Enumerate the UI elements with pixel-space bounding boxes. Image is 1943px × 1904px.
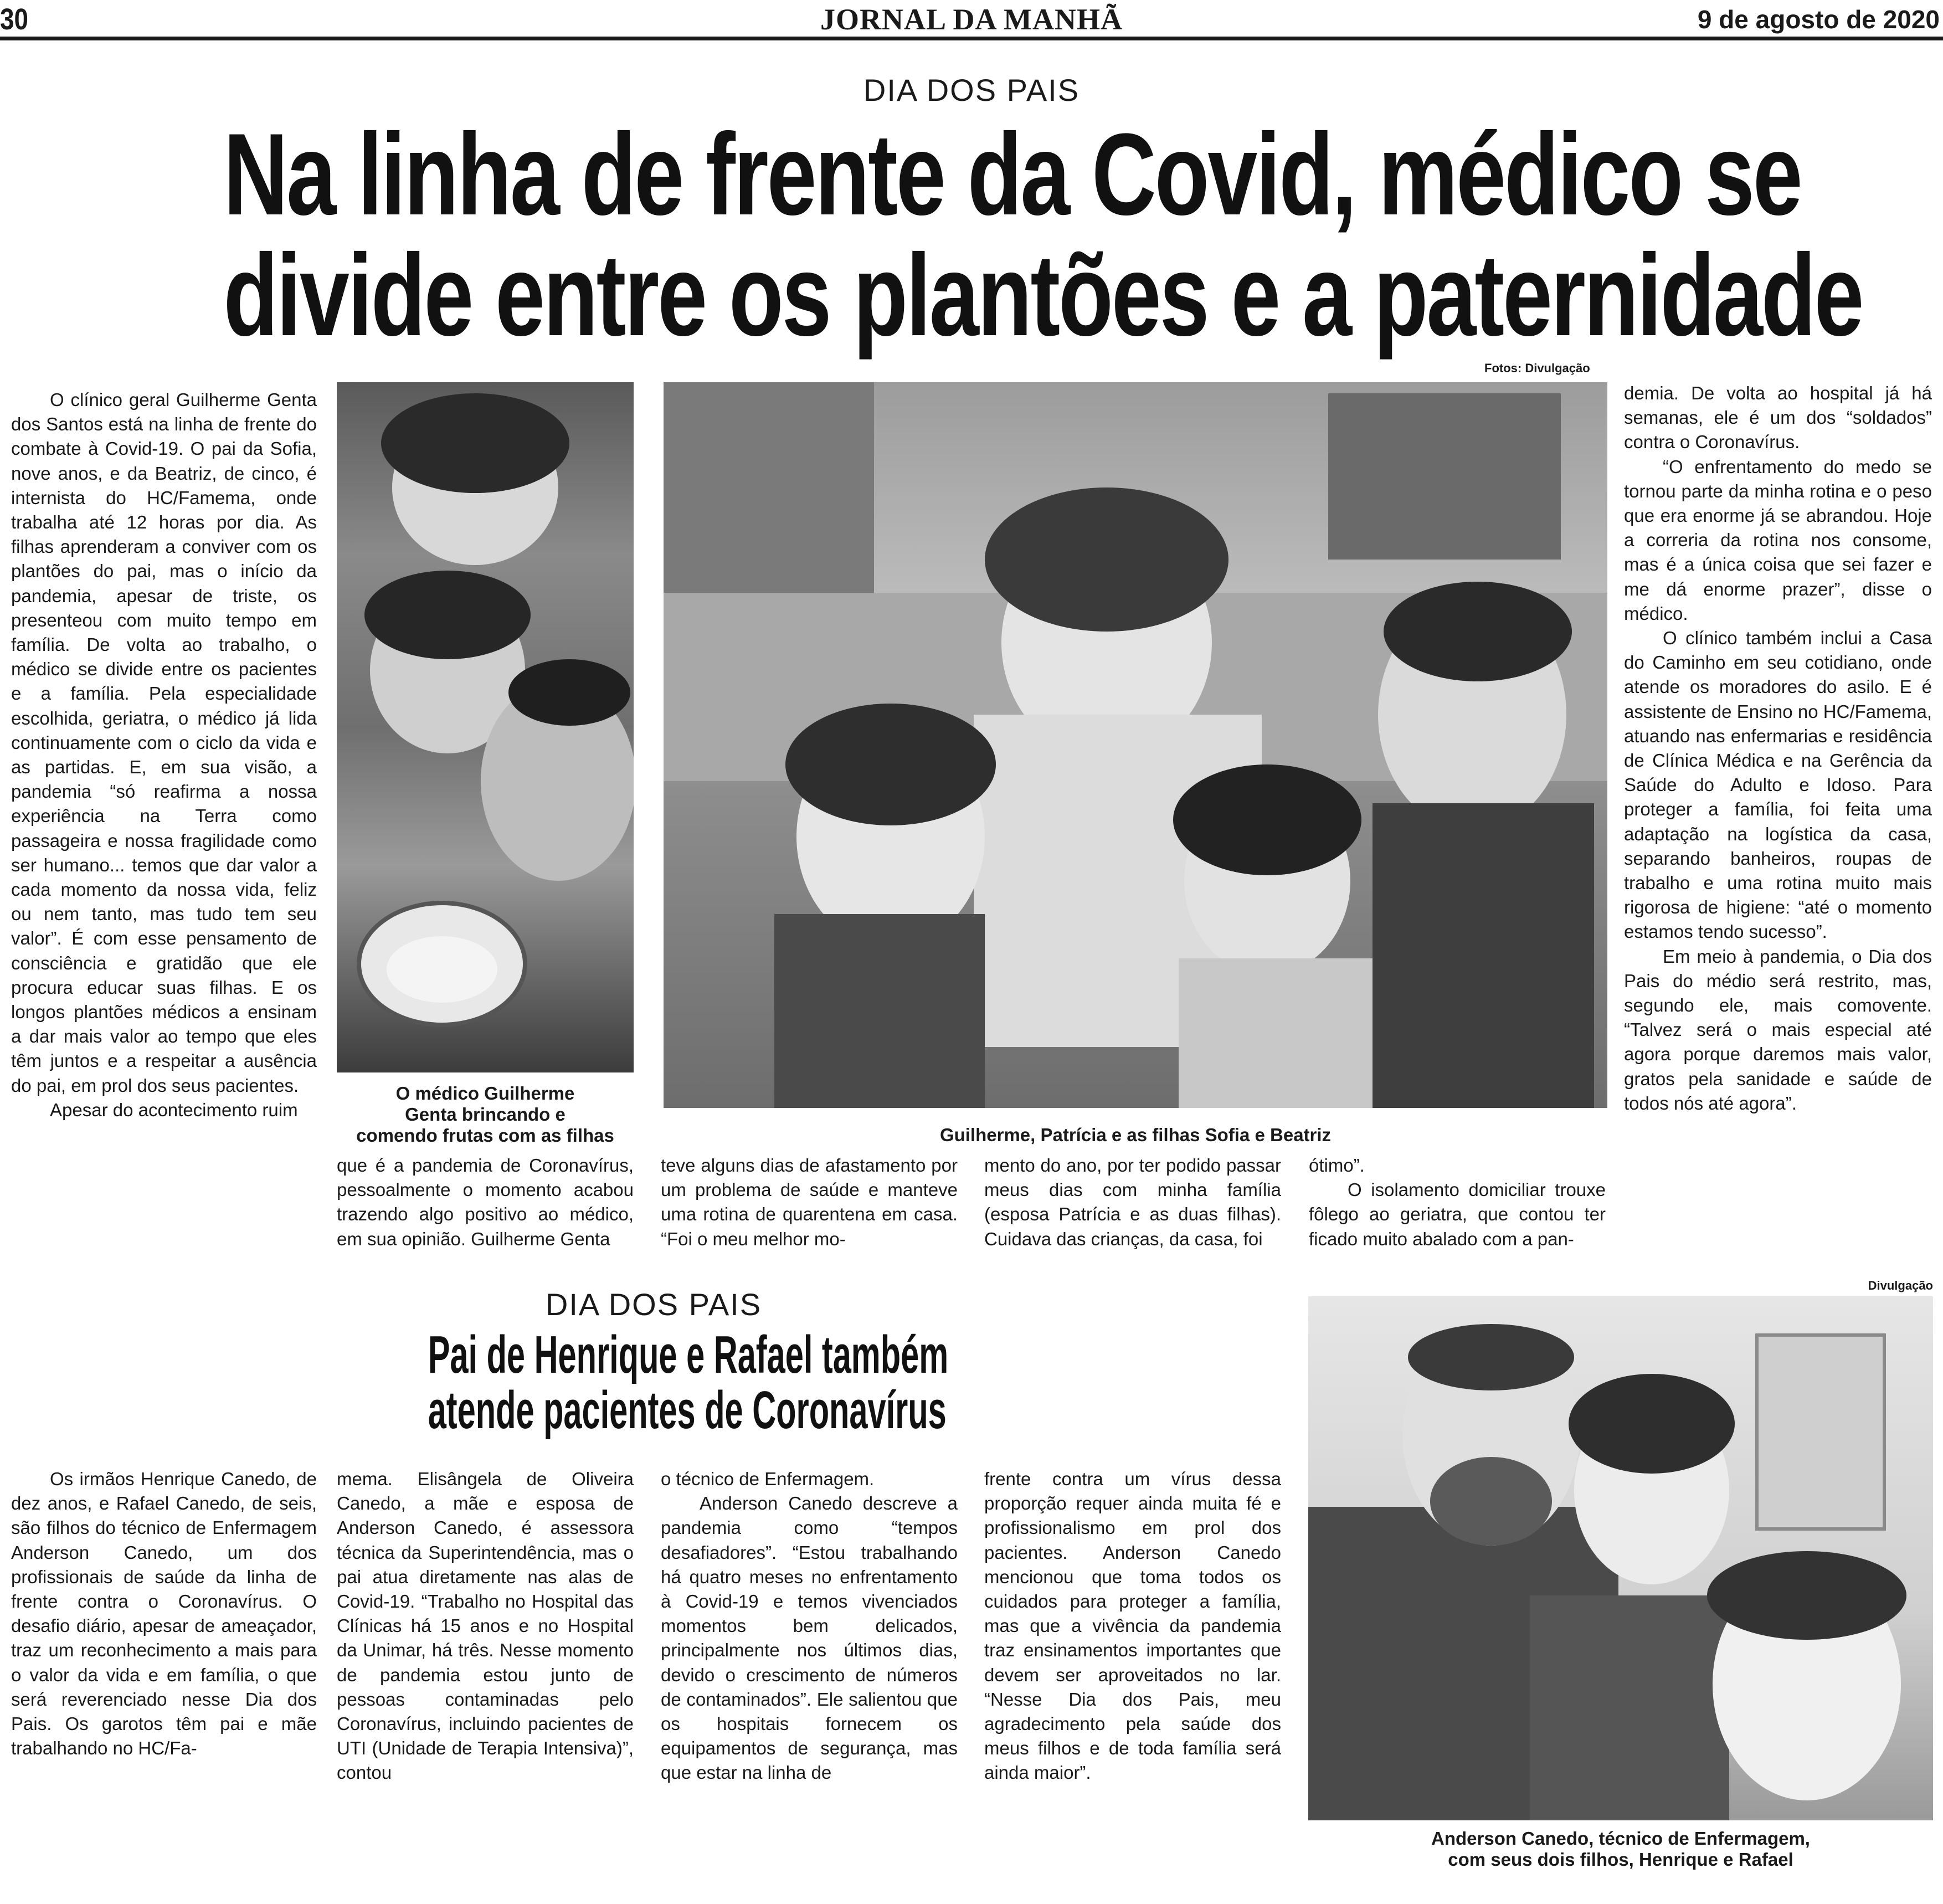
- story2-photo-credit: Divulgação: [1868, 1279, 1933, 1292]
- page-number: 30: [0, 3, 29, 36]
- story1-column-3: [661, 1153, 958, 1251]
- paragraph: Os irmãos Henrique Canedo, de dez anos, e Rafael Canedo, de seis, são filhos do técnico de Enfermagem Anderson Canedo, um dos profissionais de saúde da linha de frente contra o Coronavírus. O desafio diário, apesar de ameaçador, traz um reconhecimento a mais para o valor da vida e em família, o que será reverenciado nesse Dia dos Pais. Os garotos têm pai e mãe trabalhando no HC/Fa-: [11, 1469, 317, 1759]
- story2-headline-line2: atende pacientes de Coronavírus: [428, 1380, 947, 1440]
- paragraph: teve alguns dias de afastamento por um problema de saúde e manteve uma rotina de quarentena em casa. “Foi o meu melhor mo-: [661, 1155, 958, 1249]
- paragraph: o técnico de Enfermagem.: [661, 1469, 875, 1489]
- story1-headline: [223, 109, 1863, 360]
- paragraph: Apesar do acontecimento ruim: [50, 1099, 298, 1120]
- caption-line: com seus dois filhos, Henrique e Rafael: [1448, 1849, 1793, 1870]
- story2-headline-line1: Pai de Henrique e Rafael também: [428, 1325, 949, 1384]
- header-rule: [0, 37, 1943, 40]
- photo2-caption: Guilherme, Patrícia e as filhas Sofia e Beatriz: [939, 1125, 1332, 1145]
- story1-headline-line2: divide entre os plantões e a paternidade: [223, 230, 1863, 360]
- story2-kicker: DIA DOS PAIS: [545, 1287, 762, 1322]
- caption-line: comendo frutas com as filhas: [356, 1125, 614, 1146]
- story1-column-1: [11, 388, 317, 1122]
- paragraph: Em meio à pandemia, o Dia dos Pais do médio será restrito, mas, segundo ele, mais comovente. “Talvez será o mais especial até agora porque daremos mais valor, gratos pela sanidade e saúde de todos nós até agora”.: [1624, 946, 1932, 1113]
- newspaper-name: JORNAL DA MANHÃ: [820, 3, 1123, 36]
- paragraph: O clínico geral Guilherme Genta dos Santos está na linha de frente do combate à Covid-19. O pai da Sofia, nove anos, e da Beatriz, de cinco, é internista do HC/Famema, onde trabalha até 12 horas por dia. As filhas aprenderam a conviver com os plantões do pai, mas o início da pandemia, apesar de triste, os presenteou com muito tempo em família. De volta ao trabalho, o médico se divide entre os pacientes e a família. Pela especialidade escolhida, geriatra, o médico já lida continuamente com o ciclo da vida e as partidas. E, em sua visão, a pandemia “só reafirma a nossa experiência na Terra como passageira e nossa fragilidade como ser humano... temos que dar valor a cada momento da nossa vida, feliz ou nem tanto, mas tudo tem seu valor”. É com esse pensamento de consciência e gratidão que ele procura educar suas filhas. E os longos plantões médicos a ensinam a dar mais valor ao tempo que eles têm juntos e a respeitar a ausência do pai, em prol dos seus pacientes.: [11, 389, 317, 1096]
- story2-column-2: [337, 1467, 634, 1785]
- paragraph: que é a pandemia de Coronavírus, pessoalmente o momento acabou trazendo algo positivo ao médico, em sua opinião. Guilherme Genta: [337, 1155, 634, 1249]
- story1-column-5: [1309, 1153, 1606, 1251]
- photo-family: [664, 382, 1607, 1108]
- paragraph: O clínico também inclui a Casa do Caminho em seu cotidiano, onde atende os moradores do asilo. E é assistente de Ensino no HC/Famema, atuando nas enfermarias e residência de Clínica Médica e na Gerência da Saúde do Adulto e Idoso. Para proteger a família, foi feita uma adaptação na logística da casa, separando banheiros, roupas de trabalho e uma rotina muito mais rigorosa de higiene: “até o momento estamos tendo sucesso”.: [1624, 628, 1932, 942]
- photo-illustration: [664, 382, 1607, 1108]
- paragraph: demia. De volta ao hospital já há semanas, ele é um dos “soldados” contra o Coronavírus.: [1624, 383, 1932, 453]
- story2-column-4: [984, 1467, 1281, 1785]
- photo-doctor-with-daughters: [337, 382, 634, 1072]
- photo-illustration: [337, 382, 634, 1072]
- paragraph: Anderson Canedo descreve a pandemia como “tempos desafiadores”. “Estou trabalhando há quatro meses no enfrentamento à Covid-19 e temos vivenciados momentos bem delicados, principalmente nos últimos dias, devido o crescimento de números de contaminados”. Ele salientou que os hospitais fornecem os equipamentos de segurança, mas que estar na linha de: [661, 1493, 958, 1783]
- paragraph: O isolamento domiciliar trouxe fôlego ao geriatra, que contou ter ficado muito abalado com a pan-: [1309, 1179, 1606, 1249]
- paragraph: mema. Elisângela de Oliveira Canedo, a mãe e esposa de Anderson Canedo, é assessora técnica da Superintendência, mas o pai atua diretamente nas alas de Covid-19. “Trabalho no Hospital das Clínicas há 15 anos e no Hospital da Unimar, há três. Nesse momento de pandemia estou junto de pessoas contaminadas pelo Coronavírus, incluindo pacientes de UTI (Unidade de Terapia Intensiva)”, contou: [337, 1469, 634, 1783]
- story1-column-2: [337, 1153, 634, 1251]
- photo-illustration: [1308, 1296, 1933, 1820]
- paragraph: “O enfrentamento do medo se tornou parte da minha rotina e o peso que era enorme já se abrandou. Hoje a correria da rotina nos consome, mas é a única coisa que sei fazer e me dá enorme prazer”, disse o médico.: [1624, 456, 1932, 624]
- photo1-caption: [337, 1083, 634, 1146]
- photo-credit: Fotos: Divulgação: [1484, 361, 1590, 375]
- paragraph: ótimo”.: [1309, 1155, 1365, 1176]
- story1-headline-line1: Na linha de frente da Covid, médico se: [223, 109, 1801, 239]
- story2-column-3: [661, 1467, 958, 1785]
- photo-anderson-with-sons: [1308, 1296, 1933, 1820]
- paragraph: mento do ano, por ter podido passar meus dias com minha família (esposa Patrícia e as duas filhas). Cuidava das crianças, da casa, foi: [984, 1155, 1281, 1249]
- paragraph: frente contra um vírus dessa proporção requer ainda muita fé e profissionalismo em prol dos pacientes. Anderson Canedo mencionou que toma todos os cuidados para proteger a família, mas que a vivência da pandemia traz ensinamentos importantes que devem ser aproveitados no lar. “Nesse Dia dos Pais, meu agradecimento pela saúde dos meus filhos e de toda família será ainda maior”.: [984, 1469, 1281, 1783]
- photo3-caption: [1308, 1828, 1933, 1870]
- story1-column-4: [984, 1153, 1281, 1251]
- story2-headline: [288, 1325, 1025, 1440]
- story1-column-right: [1624, 381, 1932, 1116]
- caption-line: Anderson Canedo, técnico de Enfermagem,: [1431, 1828, 1810, 1849]
- story1-kicker: DIA DOS PAIS: [863, 73, 1080, 107]
- issue-date: 9 de agosto de 2020: [1697, 5, 1940, 34]
- story2-column-1: [11, 1467, 317, 1761]
- caption-line: Genta brincando e: [405, 1104, 566, 1125]
- caption-line: O médico Guilherme: [395, 1083, 575, 1104]
